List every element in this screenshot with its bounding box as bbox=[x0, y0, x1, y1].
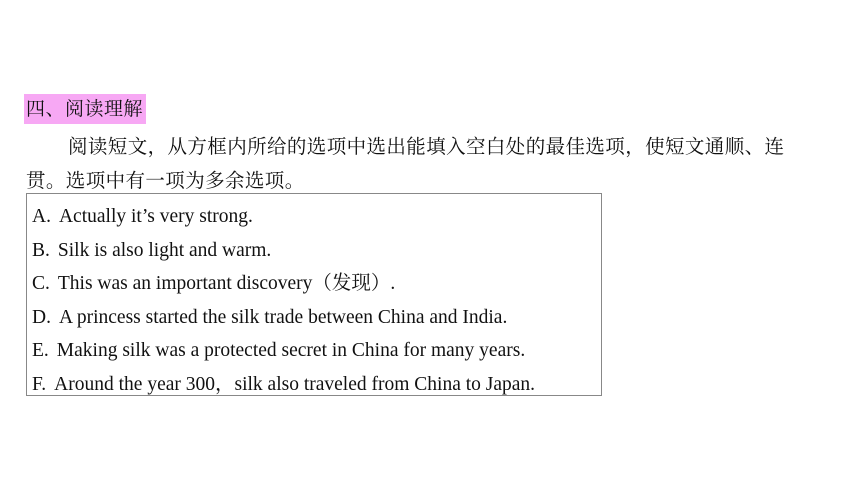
option-letter: A. bbox=[32, 206, 51, 227]
option-letter: F. bbox=[32, 373, 47, 395]
option-e bbox=[32, 334, 601, 368]
option-text: Around the year 300，silk also traveled from China to Japan. bbox=[54, 373, 536, 395]
option-letter: C. bbox=[32, 273, 50, 295]
option-a bbox=[32, 200, 601, 234]
option-letter: B. bbox=[32, 239, 50, 261]
option-letter: E. bbox=[32, 340, 49, 362]
option-text: A princess started the silk trade between China and India. bbox=[58, 306, 508, 328]
option-text: Silk is also light and warm. bbox=[57, 239, 272, 261]
section-heading: 四、阅读理解 bbox=[24, 94, 146, 124]
options-list bbox=[27, 194, 601, 402]
options-box bbox=[26, 193, 602, 396]
option-f bbox=[32, 368, 601, 402]
option-c bbox=[32, 267, 601, 301]
option-d bbox=[32, 301, 601, 335]
instructions-text: 阅读短文，从方框内所给的选项中选出能填入空白处的最佳选项，使短文通顺、连贯。选项中有一项为多余选项。 bbox=[26, 135, 785, 192]
option-text: Making silk was a protected secret in China for many years. bbox=[56, 340, 526, 362]
option-text: This was an important discovery（发现）. bbox=[57, 273, 396, 295]
option-text: Actually it’s very strong. bbox=[58, 206, 253, 227]
option-b bbox=[32, 234, 601, 268]
option-letter: D. bbox=[32, 306, 51, 328]
